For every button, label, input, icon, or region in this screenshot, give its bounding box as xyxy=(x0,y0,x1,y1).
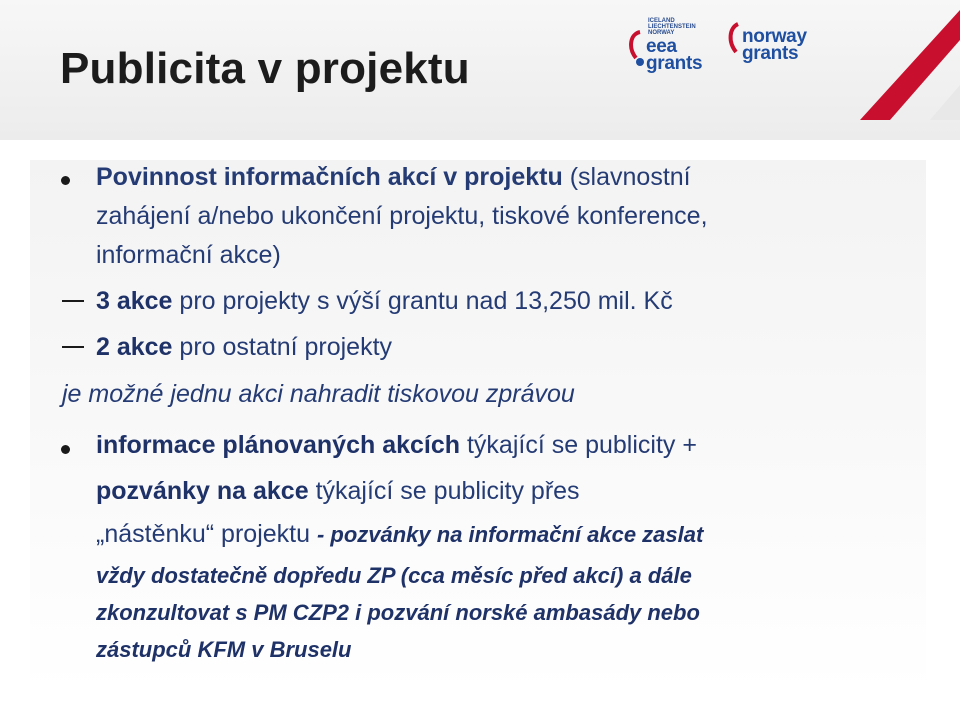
dash-marker xyxy=(62,346,84,348)
norway-grants-word: grants xyxy=(742,43,799,64)
bullet2-line4: vždy dostatečně dopředu ZP (cca měsíc před akcí) a dále xyxy=(96,563,692,588)
bullet2-line2-bold: pozvánky na akce xyxy=(96,477,309,505)
bullet-marker xyxy=(61,445,70,454)
bullet1-bold: Povinnost informačních akcí v projektu xyxy=(96,163,563,191)
bullet2-line1 xyxy=(96,431,697,460)
bullet2-line3 xyxy=(96,520,703,549)
bullet1-line2: zahájení a/nebo ukončení projektu, tiskové konference, xyxy=(96,202,708,230)
sub1-bold: 3 akce xyxy=(96,287,173,315)
slide-title: Publicita v projektu xyxy=(60,44,470,93)
eea-logo-text xyxy=(646,38,702,72)
bullet2-line2 xyxy=(96,477,580,506)
bullet2-line1-bold: informace plánovaných akcích xyxy=(96,431,461,459)
eea-word: eea xyxy=(646,36,677,57)
eea-grants-word: grants xyxy=(646,53,703,74)
sub2-rest: pro ostatní projekty xyxy=(172,333,393,361)
sub1-line xyxy=(96,287,673,316)
eea-small-text xyxy=(648,18,696,36)
eea-country-liechtenstein: LIECHTENSTEIN xyxy=(648,24,696,30)
bullet1-rest: (slavnostní xyxy=(562,163,691,191)
norway-logo-text xyxy=(742,28,807,62)
bullet2-line3-bolditalic: - pozvánky na informační akce zaslat xyxy=(316,522,704,547)
sub1-rest: pro projekty s výší grantu nad 13,250 mil. Kč xyxy=(172,287,673,315)
bullet2-line2-rest: týkající se publicity přes xyxy=(308,477,580,505)
eea-logo-mark-icon xyxy=(626,28,646,68)
sub2-line xyxy=(96,333,392,362)
bullet-marker xyxy=(61,176,70,185)
bullet1-line3: informační akce) xyxy=(96,241,281,269)
bullet1-line1 xyxy=(96,163,691,192)
bullet2-line5: zkonzultovat s PM CZP2 i pozvání norské ambasády nebo xyxy=(96,600,700,625)
norway-logo-mark-icon xyxy=(726,20,742,60)
note-line: je možné jednu akci nahradit tiskovou zprávou xyxy=(62,380,575,408)
bullet2-line6: zástupců KFM v Bruselu xyxy=(96,637,352,662)
sub2-bold: 2 akce xyxy=(96,333,173,361)
eea-country-norway: NORWAY xyxy=(648,30,675,36)
corner-accent-shape xyxy=(800,0,960,120)
bullet2-line3-plain: „nástěnku“ projektu xyxy=(96,520,317,548)
norway-grants-logo xyxy=(730,18,816,78)
norway-word: norway xyxy=(742,26,807,47)
dash-marker xyxy=(62,300,84,302)
bullet2-line1-rest: týkající se publicity + xyxy=(460,431,697,459)
eea-country-iceland: ICELAND xyxy=(648,18,675,24)
eea-grants-logo xyxy=(626,18,718,78)
